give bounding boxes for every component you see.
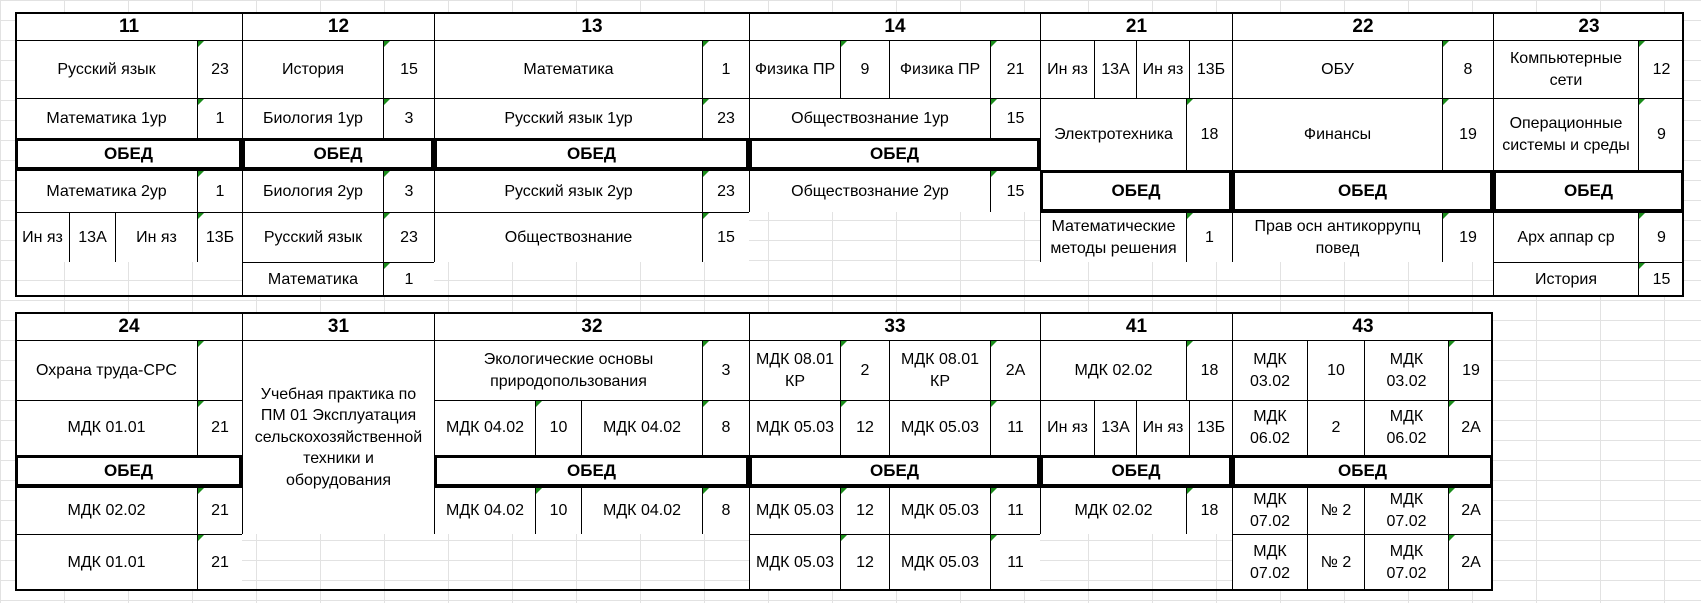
subject-cell[interactable]: Обществознание 1ур: [749, 98, 990, 138]
subject-cell[interactable]: Охрана труда-СРС: [15, 340, 197, 400]
subject-cell[interactable]: История: [1493, 262, 1638, 297]
subject-cell[interactable]: Русский язык 2ур: [434, 170, 702, 212]
room-cell[interactable]: № 2: [1307, 534, 1364, 591]
group-header-31[interactable]: 31: [242, 312, 434, 340]
subject-cell[interactable]: Русский язык 1ур: [434, 98, 702, 138]
group-header-32[interactable]: 32: [434, 312, 749, 340]
subject-cell[interactable]: МДК 03.02: [1364, 340, 1448, 400]
room-cell[interactable]: 9: [1638, 98, 1684, 170]
subject-cell[interactable]: Русский язык: [15, 40, 197, 98]
room-cell[interactable]: 9: [840, 40, 889, 98]
group-header-22[interactable]: 22: [1232, 12, 1493, 40]
lunch-cell[interactable]: ОБЕД: [15, 138, 242, 170]
room-cell[interactable]: 3: [702, 340, 749, 400]
room-cell[interactable]: 21: [197, 534, 242, 591]
subject-cell[interactable]: МДК 05.03: [889, 487, 990, 534]
room-cell[interactable]: 12: [840, 400, 889, 455]
lunch-cell[interactable]: ОБЕД: [242, 138, 434, 170]
room-cell[interactable]: 19: [1448, 340, 1493, 400]
lunch-cell[interactable]: ОБЕД: [434, 455, 749, 487]
subject-cell[interactable]: МДК 06.02: [1232, 400, 1307, 455]
subject-cell[interactable]: МДК 07.02: [1232, 534, 1307, 591]
subject-cell[interactable]: Физика ПР: [749, 40, 840, 98]
room-cell[interactable]: 13Б: [197, 212, 242, 262]
subject-cell[interactable]: МДК 07.02: [1364, 487, 1448, 534]
group-header-23[interactable]: 23: [1493, 12, 1684, 40]
room-cell[interactable]: 12: [840, 487, 889, 534]
group-header-13[interactable]: 13: [434, 12, 749, 40]
subject-cell[interactable]: Математика 1ур: [15, 98, 197, 138]
subject-cell[interactable]: МДК 05.03: [889, 400, 990, 455]
room-cell[interactable]: 13А: [69, 212, 115, 262]
room-cell[interactable]: 2: [1307, 400, 1364, 455]
room-cell[interactable]: 13А: [1094, 400, 1136, 455]
lunch-cell[interactable]: ОБЕД: [1232, 170, 1493, 212]
room-cell[interactable]: 1: [197, 170, 242, 212]
subject-cell[interactable]: Экологические основы природопользования: [434, 340, 702, 400]
subject-cell[interactable]: Ин яз: [1136, 40, 1189, 98]
subject-cell[interactable]: Ин яз: [1136, 400, 1189, 455]
subject-cell[interactable]: МДК 08.01 КР: [889, 340, 990, 400]
room-cell[interactable]: 2: [840, 340, 889, 400]
subject-cell[interactable]: МДК 01.01: [15, 534, 197, 591]
room-cell[interactable]: 23: [197, 40, 242, 98]
lunch-cell[interactable]: ОБЕД: [1040, 455, 1232, 487]
lunch-cell[interactable]: ОБЕД: [1232, 455, 1493, 487]
room-cell[interactable]: 1: [383, 262, 434, 297]
room-cell[interactable]: 1: [702, 40, 749, 98]
room-cell[interactable]: 12: [1638, 40, 1684, 98]
room-cell[interactable]: 2А: [1448, 487, 1493, 534]
lunch-cell[interactable]: ОБЕД: [749, 455, 1040, 487]
subject-cell[interactable]: МДК 02.02: [1040, 340, 1186, 400]
subject-cell[interactable]: Ин яз: [15, 212, 69, 262]
room-cell[interactable]: 10: [535, 487, 581, 534]
room-cell[interactable]: 12: [840, 534, 889, 591]
room-cell[interactable]: 3: [383, 98, 434, 138]
lunch-cell[interactable]: ОБЕД: [1040, 170, 1232, 212]
subject-cell[interactable]: МДК 05.03: [889, 534, 990, 591]
subject-cell[interactable]: МДК 07.02: [1232, 487, 1307, 534]
room-cell[interactable]: 15: [383, 40, 434, 98]
lunch-cell[interactable]: ОБЕД: [434, 138, 749, 170]
subject-cell[interactable]: МДК 03.02: [1232, 340, 1307, 400]
room-cell[interactable]: 10: [535, 400, 581, 455]
group-header-33[interactable]: 33: [749, 312, 1040, 340]
room-cell[interactable]: 1: [1186, 212, 1232, 262]
room-cell[interactable]: 21: [197, 487, 242, 534]
room-cell[interactable]: 13Б: [1189, 400, 1232, 455]
room-cell[interactable]: 23: [702, 170, 749, 212]
subject-cell[interactable]: Русский язык: [242, 212, 383, 262]
room-cell[interactable]: № 2: [1307, 487, 1364, 534]
room-cell[interactable]: 21: [197, 400, 242, 455]
subject-cell[interactable]: Операционные системы и среды: [1493, 98, 1638, 170]
subject-cell[interactable]: Ин яз: [1040, 400, 1094, 455]
room-cell[interactable]: 19: [1442, 212, 1493, 262]
group-header-41[interactable]: 41: [1040, 312, 1232, 340]
room-cell[interactable]: 11: [990, 487, 1040, 534]
subject-cell[interactable]: Финансы: [1232, 98, 1442, 170]
room-cell[interactable]: 10: [1307, 340, 1364, 400]
lunch-cell[interactable]: ОБЕД: [1493, 170, 1684, 212]
room-cell[interactable]: 13Б: [1189, 40, 1232, 98]
room-cell[interactable]: 8: [1442, 40, 1493, 98]
subject-cell[interactable]: МДК 01.01: [15, 400, 197, 455]
subject-cell[interactable]: МДК 02.02: [1040, 487, 1186, 534]
subject-cell[interactable]: Физика ПР: [889, 40, 990, 98]
subject-cell[interactable]: ОБУ: [1232, 40, 1442, 98]
room-cell[interactable]: 8: [702, 400, 749, 455]
group-header-21[interactable]: 21: [1040, 12, 1232, 40]
subject-cell[interactable]: МДК 04.02: [581, 487, 702, 534]
room-cell[interactable]: 15: [1638, 262, 1684, 297]
subject-cell[interactable]: Биология 2ур: [242, 170, 383, 212]
room-cell[interactable]: 15: [702, 212, 749, 262]
subject-cell[interactable]: Математика 2ур: [15, 170, 197, 212]
subject-cell[interactable]: Математика: [242, 262, 383, 297]
room-cell[interactable]: 2А: [1448, 400, 1493, 455]
room-cell[interactable]: 11: [990, 400, 1040, 455]
room-cell[interactable]: 18: [1186, 340, 1232, 400]
subject-cell[interactable]: Ин яз: [115, 212, 197, 262]
room-cell[interactable]: 15: [990, 98, 1040, 138]
subject-cell[interactable]: Электротехника: [1040, 98, 1186, 170]
lunch-cell[interactable]: ОБЕД: [15, 455, 242, 487]
subject-cell[interactable]: МДК 02.02: [15, 487, 197, 534]
subject-cell[interactable]: МДК 05.03: [749, 534, 840, 591]
subject-cell[interactable]: МДК 04.02: [434, 487, 535, 534]
room-cell[interactable]: 23: [383, 212, 434, 262]
subject-cell[interactable]: МДК 08.01 КР: [749, 340, 840, 400]
room-cell[interactable]: 21: [990, 40, 1040, 98]
room-cell[interactable]: 9: [1638, 212, 1684, 262]
subject-cell[interactable]: Арх аппар ср: [1493, 212, 1638, 262]
group-header-12[interactable]: 12: [242, 12, 434, 40]
room-cell[interactable]: 2А: [1448, 534, 1493, 591]
room-cell[interactable]: 2А: [990, 340, 1040, 400]
lunch-cell[interactable]: ОБЕД: [749, 138, 1040, 170]
group-header-14[interactable]: 14: [749, 12, 1040, 40]
subject-cell[interactable]: Учебная практика по ПМ 01 Эксплуатация сельскохозяйственной техники и оборудования: [242, 340, 434, 534]
room-cell[interactable]: 19: [1442, 98, 1493, 170]
room-cell[interactable]: 23: [702, 98, 749, 138]
subject-cell[interactable]: МДК 05.03: [749, 487, 840, 534]
subject-cell[interactable]: МДК 07.02: [1364, 534, 1448, 591]
subject-cell[interactable]: Ин яз: [1040, 40, 1094, 98]
room-cell[interactable]: 18: [1186, 487, 1232, 534]
subject-cell[interactable]: Математика: [434, 40, 702, 98]
room-cell[interactable]: 18: [1186, 98, 1232, 170]
group-header-11[interactable]: 11: [15, 12, 242, 40]
group-header-24[interactable]: 24: [15, 312, 242, 340]
group-header-43[interactable]: 43: [1232, 312, 1493, 340]
subject-cell[interactable]: Обществознание: [434, 212, 702, 262]
room-cell[interactable]: 8: [702, 487, 749, 534]
subject-cell[interactable]: МДК 06.02: [1364, 400, 1448, 455]
room-cell[interactable]: 13А: [1094, 40, 1136, 98]
room-cell[interactable]: [197, 340, 242, 400]
subject-cell[interactable]: История: [242, 40, 383, 98]
subject-cell[interactable]: Прав осн антикоррупц повед: [1232, 212, 1442, 262]
subject-cell[interactable]: МДК 05.03: [749, 400, 840, 455]
subject-cell[interactable]: Компьютерные сети: [1493, 40, 1638, 98]
subject-cell[interactable]: МДК 04.02: [434, 400, 535, 455]
room-cell[interactable]: 3: [383, 170, 434, 212]
subject-cell[interactable]: Обществознание 2ур: [749, 170, 990, 212]
room-cell[interactable]: 15: [990, 170, 1040, 212]
subject-cell[interactable]: Биология 1ур: [242, 98, 383, 138]
room-cell[interactable]: 1: [197, 98, 242, 138]
room-cell[interactable]: 11: [990, 534, 1040, 591]
subject-cell[interactable]: МДК 04.02: [581, 400, 702, 455]
subject-cell[interactable]: Математические методы решения: [1040, 212, 1186, 262]
